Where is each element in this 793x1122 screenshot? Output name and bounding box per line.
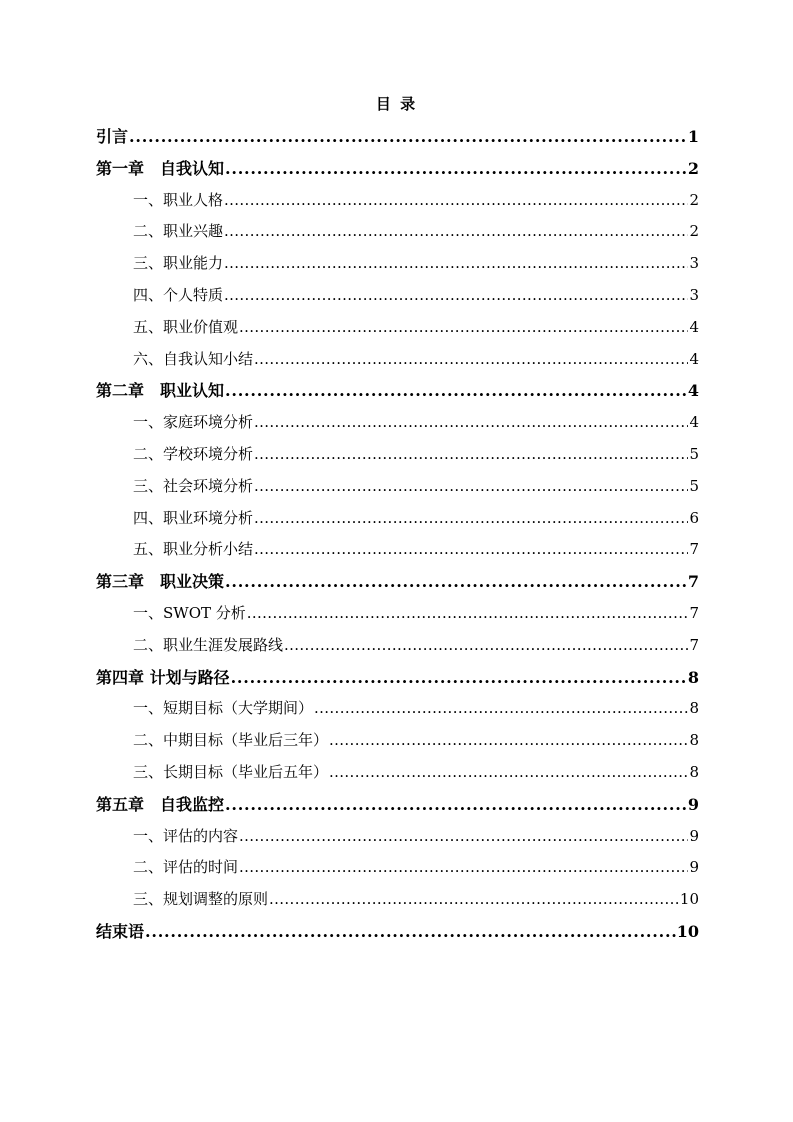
toc-section-entry[interactable]	[96, 757, 699, 789]
toc-dot-leader	[225, 375, 687, 407]
toc-section-entry[interactable]	[96, 503, 699, 535]
toc-entry-label: 四、职业环境分析	[133, 508, 254, 527]
toc-dot-leader	[329, 757, 688, 789]
toc-entry-page-number: 4	[687, 381, 699, 401]
toc-dot-leader	[254, 407, 688, 439]
toc-entry-label: 二、学校环境分析	[133, 444, 254, 463]
toc-entry-page-number: 7	[687, 572, 699, 592]
toc-dot-leader	[225, 789, 687, 821]
toc-section-entry[interactable]	[96, 725, 699, 757]
toc-section-entry[interactable]	[96, 852, 699, 884]
toc-entry-page-number: 10	[679, 890, 699, 909]
toc-entry-label: 第一章 自我认知	[96, 158, 225, 178]
toc-dot-leader	[254, 344, 688, 376]
toc-entry-label: 一、职业人格	[133, 190, 224, 209]
toc-section-entry[interactable]	[96, 185, 699, 217]
toc-entry-page-number: 8	[687, 667, 699, 687]
toc-section-entry[interactable]	[96, 821, 699, 853]
toc-dot-leader	[129, 121, 687, 153]
toc-entry-page-number: 2	[687, 158, 699, 178]
toc-section-entry[interactable]	[96, 598, 699, 630]
toc-entry-page-number: 10	[676, 921, 699, 941]
toc-entry-page-number: 7	[689, 603, 699, 622]
toc-dot-leader	[145, 916, 676, 948]
toc-list	[96, 121, 699, 948]
toc-dot-leader	[269, 884, 679, 916]
toc-section-entry[interactable]	[96, 693, 699, 725]
toc-dot-leader	[254, 471, 688, 503]
toc-chapter-entry[interactable]	[96, 153, 699, 185]
toc-section-entry[interactable]	[96, 312, 699, 344]
toc-dot-leader	[239, 312, 688, 344]
toc-title: 目 录	[375, 95, 418, 113]
toc-entry-label: 三、社会环境分析	[133, 476, 254, 495]
toc-entry-label: 一、家庭环境分析	[133, 413, 254, 432]
toc-section-entry[interactable]	[96, 471, 699, 503]
toc-entry-label: 第五章 自我监控	[96, 794, 225, 814]
toc-entry-page-number: 2	[689, 222, 699, 241]
toc-section-entry[interactable]	[96, 216, 699, 248]
toc-entry-label: 三、规划调整的原则	[133, 890, 269, 909]
toc-entry-label: 六、自我认知小结	[133, 349, 254, 368]
toc-entry-page-number: 2	[689, 190, 699, 209]
toc-section-entry[interactable]	[96, 534, 699, 566]
toc-dot-leader	[284, 630, 688, 662]
toc-section-entry[interactable]	[96, 344, 699, 376]
toc-entry-label: 四、个人特质	[133, 285, 224, 304]
toc-entry-page-number: 3	[689, 254, 699, 273]
toc-entry-label: 一、SWOT 分析	[133, 603, 246, 622]
toc-dot-leader	[329, 725, 688, 757]
toc-chapter-entry[interactable]	[96, 916, 699, 948]
toc-entry-page-number: 9	[689, 826, 699, 845]
toc-dot-leader	[254, 503, 688, 535]
toc-entry-label: 二、职业生涯发展路线	[133, 635, 284, 654]
toc-entry-label: 二、职业兴趣	[133, 222, 224, 241]
toc-section-entry[interactable]	[96, 280, 699, 312]
toc-dot-leader	[254, 534, 688, 566]
toc-entry-label: 结束语	[96, 921, 145, 941]
toc-entry-label: 五、职业价值观	[133, 317, 239, 336]
toc-dot-leader	[239, 852, 688, 884]
toc-entry-page-number: 4	[689, 317, 699, 336]
toc-dot-leader	[254, 439, 688, 471]
toc-entry-page-number: 6	[689, 508, 699, 527]
toc-entry-page-number: 1	[687, 127, 699, 146]
toc-dot-leader	[224, 216, 688, 248]
toc-entry-page-number: 8	[689, 731, 699, 750]
toc-chapter-entry[interactable]	[96, 662, 699, 694]
toc-chapter-entry[interactable]	[96, 375, 699, 407]
toc-entry-label: 五、职业分析小结	[133, 540, 254, 559]
toc-dot-leader	[231, 662, 687, 694]
toc-entry-page-number: 9	[689, 858, 699, 877]
toc-entry-label: 三、长期目标（毕业后五年）	[133, 762, 329, 781]
toc-dot-leader	[224, 185, 688, 217]
toc-entry-page-number: 9	[687, 794, 699, 814]
toc-entry-label: 引言	[96, 127, 129, 146]
toc-entry-label: 第三章 职业决策	[96, 572, 225, 592]
toc-entry-label: 第二章 职业认知	[96, 381, 225, 401]
toc-entry-page-number: 4	[689, 413, 699, 432]
toc-entry-page-number: 5	[689, 476, 699, 495]
toc-entry-page-number: 4	[689, 349, 699, 368]
toc-chapter-entry[interactable]	[96, 121, 699, 153]
toc-dot-leader	[239, 821, 688, 853]
toc-section-entry[interactable]	[96, 248, 699, 280]
toc-entry-label: 二、中期目标（毕业后三年）	[133, 731, 329, 750]
toc-dot-leader	[314, 693, 688, 725]
toc-chapter-entry[interactable]	[96, 789, 699, 821]
toc-entry-page-number: 8	[689, 762, 699, 781]
toc-entry-page-number: 8	[689, 699, 699, 718]
toc-entry-page-number: 7	[689, 635, 699, 654]
toc-entry-page-number: 3	[689, 285, 699, 304]
toc-dot-leader	[225, 153, 687, 185]
toc-entry-label: 二、评估的时间	[133, 858, 239, 877]
toc-dot-leader	[225, 566, 687, 598]
toc-section-entry[interactable]	[96, 630, 699, 662]
toc-dot-leader	[224, 280, 688, 312]
toc-dot-leader	[224, 248, 688, 280]
toc-entry-label: 一、评估的内容	[133, 826, 239, 845]
toc-chapter-entry[interactable]	[96, 566, 699, 598]
toc-entry-label: 三、职业能力	[133, 254, 224, 273]
toc-dot-leader	[247, 598, 689, 630]
toc-entry-page-number: 7	[689, 540, 699, 559]
toc-entry-page-number: 5	[689, 444, 699, 463]
toc-section-entry[interactable]	[96, 407, 699, 439]
toc-entry-label: 一、短期目标（大学期间）	[133, 699, 314, 718]
toc-entry-label: 第四章 计划与路径	[96, 667, 230, 687]
toc-section-entry[interactable]	[96, 884, 699, 916]
toc-section-entry[interactable]	[96, 439, 699, 471]
